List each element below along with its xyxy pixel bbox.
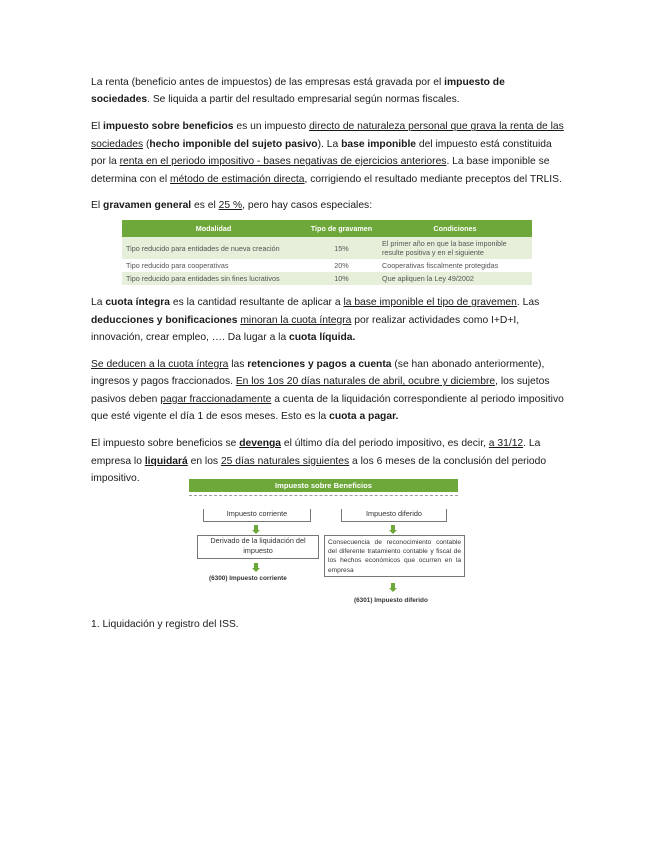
- diagram-divider: [189, 495, 458, 496]
- text: ). La: [317, 138, 342, 150]
- table-row: [122, 259, 532, 272]
- list-item: 1. Liquidación y registro del ISS.: [91, 619, 239, 630]
- underlined-text: En los 1os 20 días naturales de abril, ocubre y diciembre: [235, 376, 496, 388]
- underlined-text: 25 %: [218, 200, 243, 212]
- diagram-title: Impuesto sobre Beneficios: [189, 479, 458, 492]
- paragraph-cuota-integra: [91, 294, 565, 346]
- table-cell: Cooperativas fiscalmente protegidas: [378, 259, 532, 272]
- table-cell: Tipo reducido para entidades sin fines lucrativos: [122, 272, 305, 285]
- table-row: [122, 272, 532, 285]
- account-6300-label: (6300) Impuesto corriente: [209, 575, 287, 582]
- corriente-description: Derivado de la liquidación del impuesto: [197, 535, 319, 559]
- paragraph-gravamen: [91, 197, 565, 214]
- impuesto-diagram: [189, 479, 461, 609]
- paragraph-intro: [91, 74, 565, 109]
- paragraph-retenciones: [91, 356, 565, 426]
- text: . La base imponible se determina con el: [91, 156, 550, 185]
- text: (se han abonado anteriormente), ingresos y pagos fraccionados.: [91, 358, 545, 388]
- text: es la cantidad resultante de aplicar a: [169, 297, 344, 309]
- down-arrow-icon: [389, 583, 397, 592]
- table-header-row: [122, 220, 532, 237]
- impuesto-corriente-box: Impuesto corriente: [203, 509, 311, 522]
- text: La: [91, 297, 106, 309]
- text: (: [143, 138, 150, 150]
- underlined-text: método de estimación directa: [170, 173, 305, 185]
- table-header: Modalidad: [122, 220, 305, 237]
- table-header: Tipo de gravamen: [305, 220, 378, 237]
- table-cell: 20%: [305, 259, 378, 272]
- underlined-text: la base imponible el tipo de gravemen: [343, 297, 517, 309]
- text: La renta (beneficio antes de impuestos) de las empresas está gravada por el: [91, 77, 445, 88]
- table-row: [122, 237, 532, 259]
- down-arrow-icon: [389, 525, 397, 534]
- text: a cuenta de la liquidación correspondiente al periodo impositivo que esté vigente el día 1 de esos meses. Esto es la: [91, 393, 564, 423]
- term-devenga: devenga: [239, 438, 282, 450]
- text: El: [91, 200, 104, 212]
- text: . Se liquida a partir del resultado empresarial según normas fiscales.: [147, 94, 460, 106]
- term-liquidara: liquidará: [144, 455, 188, 467]
- term-hecho-imponible: hecho imponible del sujeto pasivo: [149, 138, 318, 150]
- text: El: [91, 121, 104, 133]
- underlined-text: renta en el periodo impositivo - bases negativas de ejercicios anteriores: [119, 156, 447, 168]
- term-impuesto-sociedades: impuesto de sociedades: [91, 77, 505, 106]
- impuesto-diferido-box: Impuesto diferido: [341, 509, 447, 522]
- table-cell: 10%: [305, 272, 378, 285]
- text: es un impuesto: [233, 121, 310, 133]
- term-cuota-integra: cuota íntegra: [105, 297, 170, 309]
- term-retenciones: retenciones y pagos a cuenta: [247, 358, 392, 370]
- table-cell: El primer año en que la base imponible resulte positiva y en el siguiente: [378, 237, 532, 259]
- text: es el: [191, 200, 219, 212]
- text: del impuesto está constituida por la: [91, 138, 552, 168]
- down-arrow-icon: [252, 525, 260, 534]
- term-base-imponible: base imponible: [341, 138, 417, 150]
- numbered-list: [91, 619, 239, 630]
- account-6301-label: (6301) Impuesto diferido: [354, 597, 428, 604]
- underlined-text: minoran la cuota íntegra: [240, 314, 352, 326]
- underlined-text: directo de naturaleza personal que grava la renta de las sociedades: [91, 121, 564, 150]
- text: , pero hay casos especiales:: [242, 200, 373, 212]
- text: el último día del periodo impositivo, es decir,: [281, 438, 489, 450]
- diferido-description: Consecuencia de reconocimiento contable del diferente tratamiento contable y fiscal de los hechos económicos que ocurren en la empresa: [324, 535, 465, 577]
- text: El impuesto sobre beneficios se: [91, 438, 240, 450]
- term-cuota-a-pagar: cuota a pagar.: [329, 411, 399, 423]
- table-header: Condiciones: [378, 220, 532, 237]
- term-gravamen-general: gravamen general: [103, 200, 192, 212]
- term-cuota-liquida: cuota líquida.: [289, 332, 356, 344]
- table-cell: Tipo reducido para entidades de nueva creación: [122, 237, 305, 259]
- paragraph-impuesto-beneficios: [91, 118, 565, 188]
- down-arrow-icon: [252, 563, 260, 572]
- document-body: [91, 74, 565, 497]
- term-impuesto-beneficios: impuesto sobre beneficios: [103, 121, 234, 133]
- underlined-text: pagar fraccionadamente: [160, 393, 272, 405]
- text: a los 6 meses de la conclusión del periodo impositivo.: [91, 455, 547, 484]
- text: , corrigiendo el resultado mediante preceptos del TRLIS.: [304, 173, 562, 185]
- underlined-text: 25 días naturales siguientes: [220, 455, 350, 467]
- text: . Las: [516, 297, 540, 309]
- table-cell: 15%: [305, 237, 378, 259]
- table-cell: Tipo reducido para cooperativas: [122, 259, 305, 272]
- underlined-text: a 31/12: [488, 438, 524, 450]
- tax-rate-table: [122, 220, 532, 285]
- text: por realizar actividades como I+D+I, innovación, crear empleo, …. Da lugar a la: [91, 314, 520, 344]
- text: . La empresa lo: [91, 438, 541, 467]
- table-cell: Que apliquen la Ley 49/2002: [378, 272, 532, 285]
- underlined-text: Se deducen a la cuota íntegra: [91, 358, 229, 370]
- text: en los: [187, 455, 221, 467]
- text: las: [228, 358, 248, 370]
- text: , los sujetos pasivos deben: [91, 376, 550, 405]
- term-deducciones: deducciones y bonificaciones: [91, 314, 238, 326]
